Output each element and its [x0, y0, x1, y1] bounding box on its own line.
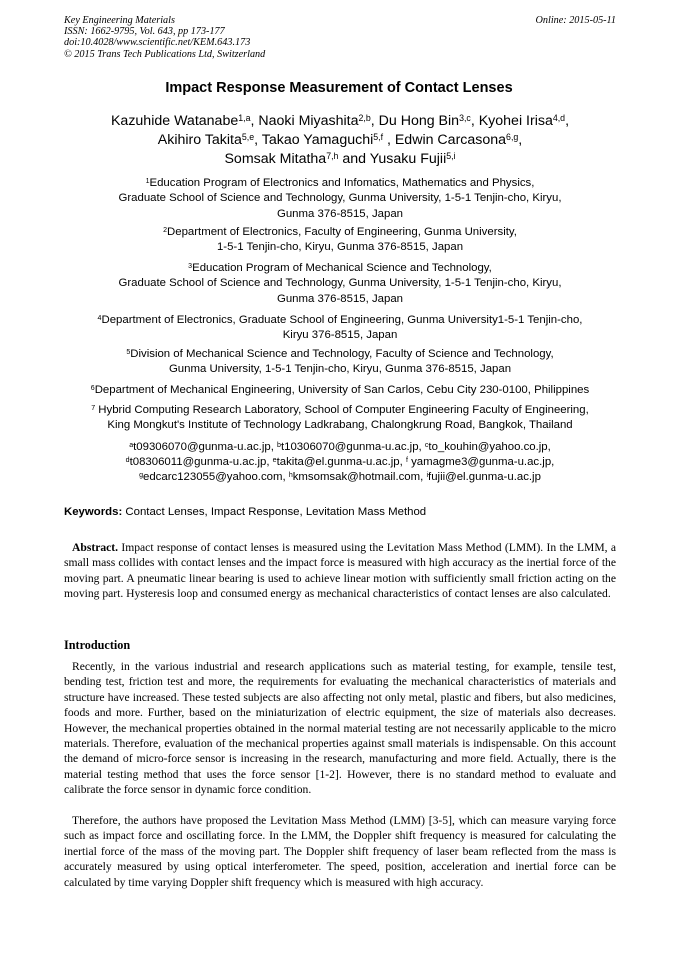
email-marker: b [277, 441, 281, 449]
email-marker: d [125, 457, 130, 465]
email-address[interactable]: t10306070@gunma-u.ac.jp, [280, 441, 425, 453]
email-marker: e [272, 457, 277, 465]
affiliation-2 [64, 225, 616, 256]
author-name: Naoki Miyashita [258, 113, 359, 129]
intro-paragraph-2: Therefore, the authors have proposed the Levitation Mass Method (LMM) [3-5], which can measure varying force such as impact force and oscillating force. In the LMM, the Doppler shift frequency is measured for calculating the inertial force of the mass of the moving part. The Doppler shift frequency of laser beam reflected from the mass is accurately measured by using optical interferometer. The speed, position, acceleration and inertial force can be calculated by time varying Doppler shift frequency which is measured with high accuracy. [64, 814, 616, 889]
email-address[interactable]: fujii@el.gunma-u.ac.jp [428, 471, 541, 484]
author-name: Du Hong Bin [378, 113, 460, 129]
author-name: Kazuhide Watanabe [110, 113, 239, 129]
intro-paragraph-1: Recently, in the various industrial and research applications such as material testing, for example, tensile test, bending test, friction test and more, the requirements for evaluating the mechanical characteristics of materials and structure have increased. These tested subjects are also affecting not only metal, plastic and fibers, but also medicines, foods and more. Further, based on the miniaturization of electric equipment, the size of materials also decreases. However, the mechanical properties obtained in the normal material testing are not necessarily applicable to the micro materials. Therefore, evaluation of the mechanical properties against small materials is indispensable. On this account the demand of micro-force sensor is increasing in the research, manufacturing and more field. Actually, there is the material testing method that uses the force sensor [1-2]. However, there is no standard method to evaluate and calibrate the force sensor in dynamic force condition. [64, 660, 616, 797]
email-marker: a [129, 441, 134, 449]
affiliation-number: 1 [145, 177, 150, 185]
email-marker: c [424, 441, 429, 449]
email-address[interactable]: to_kouhin@yahoo.co.jp, [428, 441, 551, 453]
affiliation-line: Department of Electronics, Faculty of Engineering, Gunma University, [167, 226, 517, 238]
email-line [64, 455, 616, 470]
journal-issn: ISSN: 1662-9795, Vol. 643, pp 173-177 [64, 26, 225, 38]
affiliation-line: Department of Electronics, Graduate School of Engineering, Gunma University1-5-1 Tenjin-cho, [101, 314, 583, 326]
author-name: Somsak Mitatha [224, 151, 327, 167]
affiliation-line: King Mongkut's Institute of Technology Ladkrabang, Chalongkrung Road, Bangkok, Thailand [107, 419, 573, 432]
email-address[interactable]: kmsomsak@hotmail.com, [292, 471, 427, 484]
affiliation-3 [64, 261, 616, 307]
email-marker: f [405, 457, 408, 465]
affiliation-line: Graduate School of Science and Technology, Gunma University, 1-5-1 Tenjin-cho, Kiryu, [118, 277, 562, 290]
author-emails [64, 440, 616, 486]
author-affiliation-marker: 7,h [326, 151, 339, 162]
abstract-label: Abstract. [72, 541, 119, 554]
author-name: Edwin Carcasona [394, 132, 507, 148]
affiliation-line: Graduate School of Science and Technology, Gunma University, 1-5-1 Tenjin-cho, Kiryu, [118, 192, 562, 205]
journal-copyright: © 2015 Trans Tech Publications Ltd, Switzerland [64, 48, 266, 60]
email-address[interactable]: t09306070@gunma-u.ac.jp, [133, 441, 278, 453]
email-marker: i [426, 472, 429, 480]
affiliation-5 [64, 347, 616, 378]
affiliation-number: 6 [90, 384, 95, 392]
email-address[interactable]: edcarc123055@yahoo.com, [143, 471, 289, 484]
abstract [64, 540, 616, 602]
author-separator: , [383, 132, 395, 148]
author-name: Kyohei Irisa [478, 113, 553, 129]
affiliation-line: Department of Mechanical Engineering, University of San Carlos, Cebu City 230-0100, Philippines [94, 384, 590, 396]
affiliation-number: 4 [97, 314, 102, 322]
author-list [64, 112, 616, 169]
affiliation-6 [64, 383, 616, 398]
email-line [64, 470, 616, 485]
author-separator: , [518, 132, 523, 148]
affiliation-line: Gunma 376-8515, Japan [276, 292, 404, 305]
author-separator: and [338, 151, 370, 167]
keywords-label: Keywords: [64, 506, 123, 518]
author-name: Akihiro Takita [157, 132, 242, 148]
author-name: Takao Yamaguchi [261, 132, 374, 148]
author-affiliation-marker: 5,i [446, 151, 456, 162]
affiliation-number: 5 [126, 348, 131, 356]
journal-name: Key Engineering Materials [64, 15, 175, 26]
online-date: Online: 2015-05-11 [535, 15, 616, 26]
author-affiliation-marker: 4,d [552, 113, 566, 124]
affiliation-7 [64, 403, 616, 434]
journal-doi: doi:10.4028/www.scientific.net/KEM.643.173 [64, 37, 251, 49]
affiliation-number: 2 [163, 226, 168, 234]
author-affiliation-marker: 5,e [241, 132, 255, 143]
author-affiliation-marker: 3,c [459, 113, 471, 124]
author-affiliation-marker: 6,g [506, 132, 519, 143]
affiliation-number: 3 [188, 262, 193, 270]
email-address[interactable]: takita@el.gunma-u.ac.jp, [276, 456, 406, 469]
affiliation-line: Hybrid Computing Research Laboratory, School of Computer Engineering Faculty of Engineering, [95, 404, 589, 416]
paper-title: Impact Response Measurement of Contact Lenses [165, 80, 513, 96]
email-marker: h [288, 472, 293, 480]
journal-header [64, 15, 616, 60]
affiliation-line: Kiryu 376-8515, Japan [282, 329, 398, 342]
affiliation-line: Education Program of Electronics and Infomatics, Mathematics and Physics, [149, 177, 535, 189]
author-separator: , [254, 132, 262, 148]
author-separator: , [565, 113, 570, 129]
affiliation-line: Division of Mechanical Science and Technology, Faculty of Science and Technology, [130, 348, 554, 360]
email-marker: g [139, 472, 143, 480]
affiliation-4 [64, 313, 616, 344]
author-separator: , [250, 113, 259, 129]
affiliation-number: 7 [91, 404, 96, 412]
affiliation-1 [64, 176, 616, 222]
affiliation-line: Gunma University, 1-5-1 Tenjin-cho, Kiryu, Gunma 376-8515, Japan [168, 363, 512, 376]
keywords-text: Contact Lenses, Impact Response, Levitation Mass Method [122, 506, 427, 518]
author-affiliation-marker: 1,a [238, 113, 251, 124]
author-name: Yusaku Fujii [369, 151, 447, 167]
author-separator: , [470, 113, 479, 129]
email-address[interactable]: yamagme3@gunma-u.ac.jp, [407, 456, 555, 469]
section-heading-introduction: Introduction [64, 638, 131, 652]
affiliation-line: Education Program of Mechanical Science and Technology, [192, 262, 492, 274]
affiliation-line: 1-5-1 Tenjin-cho, Kiryu, Gunma 376-8515, Japan [216, 241, 464, 254]
author-separator: , [370, 113, 379, 129]
abstract-text: Impact response of contact lenses is measured using the Levitation Mass Method (LMM). In the LMM, a small mass collides with contact lenses and the impact force is measured with high accuracy as the inertial force of the moving part. A pneumatic linear bearing is used to achieve linear motion with sufficiently small friction acting on the moving part. Hysteresis loop and consumed energy as mechanical characteristics of contact lenses are also calculated. [64, 541, 616, 601]
email-address[interactable]: t08306011@gunma-u.ac.jp, [129, 456, 273, 469]
email-line [64, 440, 616, 455]
keywords [64, 506, 616, 518]
affiliation-line: Gunma 376-8515, Japan [276, 207, 404, 220]
author-affiliation-marker: 2,b [358, 113, 371, 124]
author-affiliation-marker: 5,f [373, 132, 384, 143]
